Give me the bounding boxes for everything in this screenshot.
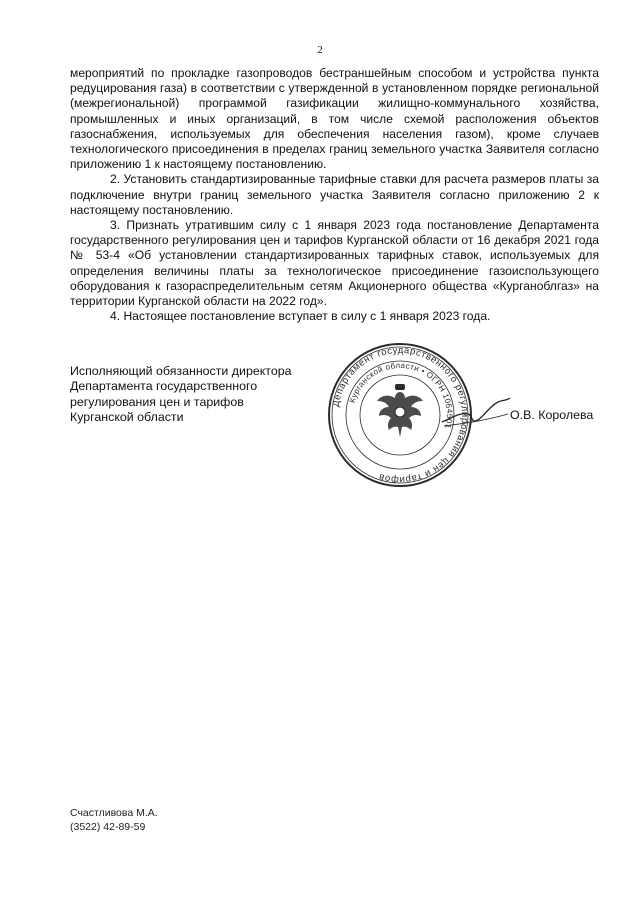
signer-line: Курганской области [70, 410, 184, 425]
signer-line: регулирования цен и тарифов [70, 394, 244, 409]
signer-line: Исполняющий обязанности директора [70, 364, 292, 378]
seal-outer-text: Департамент государственного регулирования цен и тарифов [329, 343, 472, 487]
paragraph-item-4: 4. Настоящее постановление вступает в силу с 1 января 2023 года. [110, 309, 491, 324]
seal-inner-text: Курганской области • ОГРН 1064501 [347, 360, 455, 430]
executor-contact [70, 806, 158, 834]
document-body [70, 66, 599, 324]
signer-title [70, 364, 320, 426]
executor-phone: (3522) 42-89-59 [70, 821, 146, 833]
signer-line: Департамента государственного [70, 379, 258, 394]
double-headed-eagle-emblem [377, 384, 423, 437]
paragraph-item-2: 2. Установить стандартизированные тарифные ставки для расчета размеров платы за подключение внутри границ земельного участка Заявителя согласно приложению 2 к настоящему постановлению. [70, 172, 599, 217]
signer-name: О.В. Королева [510, 408, 594, 422]
paragraph-item-3: 3. Признать утратившим силу с 1 января 2023 года постановление Департамента государственного регулирования цен и тарифов Курганской области от 16 декабря 2021 года № 53-4 «Об установлении стандартизированных тарифных ставок, используемых для определения величины платы за технологическое присоединение газоиспользующего оборудования к газораспределительным сетям Акционерного общества «Курганоблгаз» на территории Курганской области на 2022 год». [70, 218, 599, 309]
page-number: 2 [317, 44, 323, 56]
handwritten-signature [440, 392, 512, 432]
paragraph-continuation: мероприятий по прокладке газопроводов бестраншейным способом и устройства пункта редуцирования газа) в соответствии с утвержденной в установленном порядке региональной (межрегиональной) программой газификации жилищно-коммунального хозяйства, промышленных и иных организаций, в том числе схемой расположения объектов газоснабжения, используемых для обеспечения населения газом), кроме случаев технологического присоединения в пределах границ земельного участка Заявителя согласно приложению 1 к настоящему постановлению. [70, 66, 599, 172]
executor-name: Счастливова М.А. [70, 807, 158, 819]
